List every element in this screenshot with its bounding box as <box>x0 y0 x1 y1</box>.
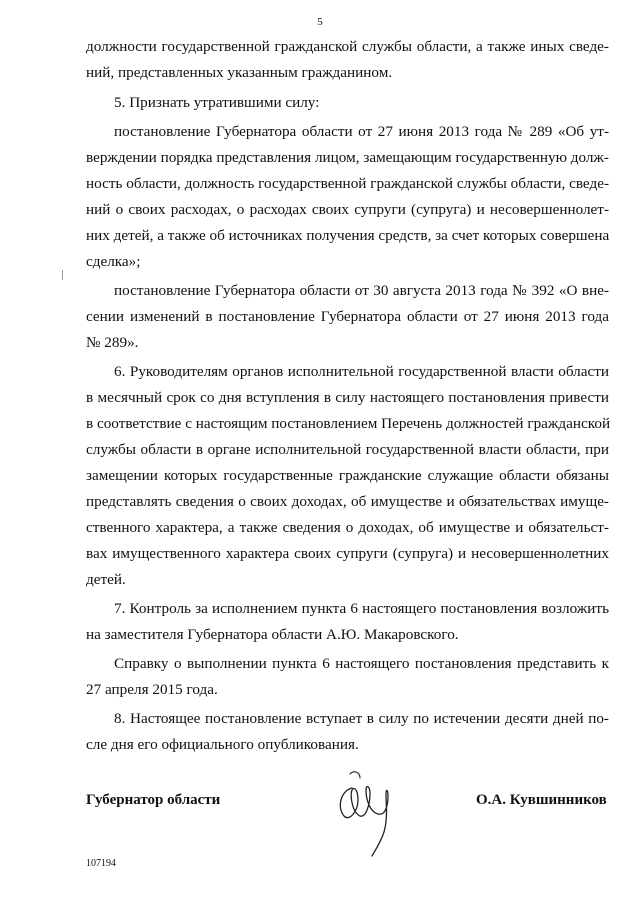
margin-mark <box>62 270 63 280</box>
text-line: них детей, а также об источниках получения средств, за счет которых совершена <box>86 227 610 244</box>
text-line: № 289». <box>86 334 139 351</box>
text-line: детей. <box>86 571 126 588</box>
text-line: ний о своих расходах, о расходах своих супруги (супруга) и несовершеннолет- <box>86 201 609 218</box>
text-line: сделка»; <box>86 253 141 270</box>
text-line: Справку о выполнении пункта 6 настоящего постановления представить к <box>114 655 609 672</box>
text-line: постановление Губернатора области от 30 августа 2013 года № 392 «О вне- <box>114 282 609 299</box>
text-line: должности государственной гражданской службы области, а также иных сведе- <box>86 38 609 55</box>
text-line: в соответствие с настоящим постановлением Перечень должностей гражданской <box>86 415 611 432</box>
signature-title: Губернатор области <box>86 792 221 808</box>
text-line: ность области, должность государственной гражданской службы области, сведе- <box>86 175 609 192</box>
text-line: сле дня его официального опубликования. <box>86 736 359 753</box>
handwritten-signature <box>330 760 410 860</box>
text-line: на заместителя Губернатора области А.Ю. Макаровского. <box>86 626 459 643</box>
text-line: сении изменений в постановление Губернатора области от 27 июня 2013 года <box>86 308 609 325</box>
clause-8-line: 8. Настоящее постановление вступает в силу по истечении десяти дней по- <box>114 710 609 727</box>
text-line: 27 апреля 2015 года. <box>86 681 218 698</box>
text-line: ственного характера, а также сведения о доходах, об имуществе и обязательст- <box>86 519 609 536</box>
text-line: вах имущественного характера своих супруги (супруга) и несовершеннолетних <box>86 545 609 562</box>
clause-5-heading: 5. Признать утратившими силу: <box>114 94 320 111</box>
clause-6-line: 6. Руководителям органов исполнительной государственной власти области <box>114 363 609 380</box>
text-line: постановление Губернатора области от 27 июня 2013 года № 289 «Об ут- <box>114 123 609 140</box>
clause-7-line: 7. Контроль за исполнением пункта 6 настоящего постановления возложить <box>114 600 609 617</box>
document-code: 107194 <box>86 858 116 869</box>
page-number: 5 <box>317 16 323 28</box>
text-line: ний, представленных указанным гражданином. <box>86 64 393 81</box>
text-line: представлять сведения о своих доходах, об имуществе и обязательствах имуще- <box>86 493 609 510</box>
signatory-name: О.А. Кувшинников <box>476 792 607 808</box>
text-line: в месячный срок со дня вступления в силу настоящего постановления привести <box>86 389 609 406</box>
text-line: верждении порядка представления лицом, замещающим государственную долж- <box>86 149 609 166</box>
text-line: службы области в органе исполнительной государственной власти области, при <box>86 441 609 458</box>
text-line: замещении которых государственные гражданские служащие области обязаны <box>86 467 609 484</box>
